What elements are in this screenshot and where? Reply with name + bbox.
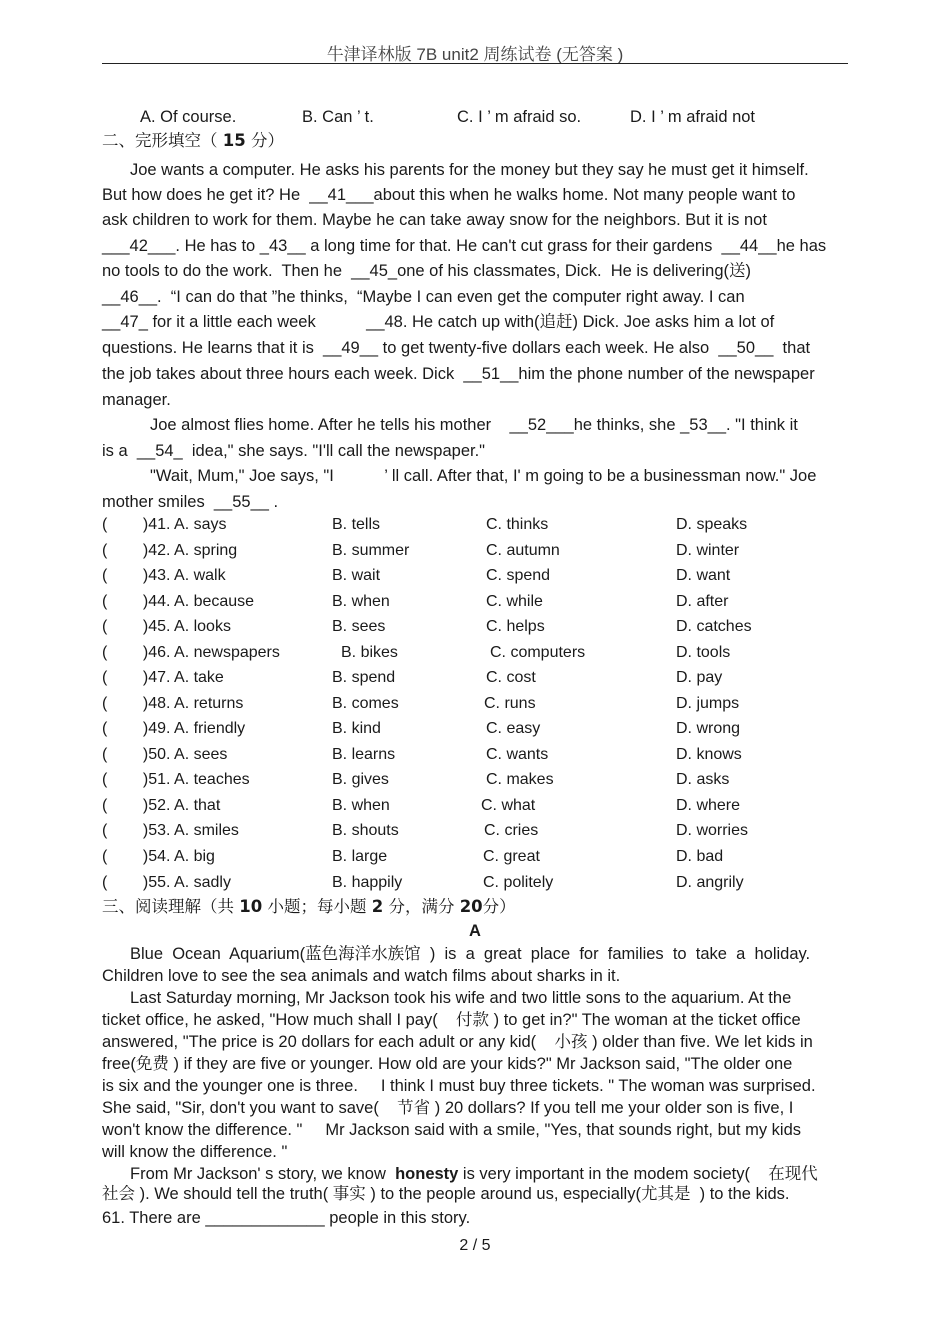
question-a: ( )49. A. friendly: [102, 720, 246, 737]
cloze-line: the job takes about three hours each week. Dick __51__him the phone number of the newspaper: [102, 365, 815, 383]
question-a: ( )45. A. looks: [102, 618, 231, 635]
cloze-line: is a __54_ idea," she says. "I'll call the newspaper.": [102, 442, 486, 460]
reading-line: Last Saturday morning, Mr Jackson took his wife and two little sons to the aquarium. At the: [130, 989, 792, 1007]
question-c: C. great: [483, 848, 540, 865]
question-d: D. asks: [676, 771, 730, 788]
option-d: D. I ’ m afraid not: [630, 108, 756, 126]
cloze-line: __47_ for it a little each week __48. He catch up with(追赶) Dick. Joe asks him a lot of: [102, 313, 775, 331]
question-c: C. politely: [483, 874, 554, 891]
section3-total: 20: [459, 897, 483, 916]
question-c: C. what: [481, 797, 536, 814]
question-d: D. pay: [676, 669, 723, 686]
question-a: ( )47. A. take: [102, 669, 224, 686]
reading-line: is six and the younger one is three. I think I must buy three tickets. " The woman was surprised.: [102, 1077, 816, 1095]
option-c: C. I ’ m afraid so.: [457, 108, 582, 126]
section3-count: 10: [239, 897, 263, 916]
section2-points: 15: [222, 131, 246, 150]
cloze-line: Joe wants a computer. He asks his parents for the money but they say he must get it himself.: [130, 161, 809, 179]
question-d: D. bad: [676, 848, 724, 865]
cloze-line: __46__. “I can do that ”he thinks, “Maybe I can even get the computer right away. I can: [102, 288, 745, 306]
question-c: C. spend: [486, 567, 551, 584]
question-b: B. shouts: [332, 822, 399, 839]
question-c: C. easy: [486, 720, 541, 737]
header-divider: [102, 63, 848, 64]
page-number: 2 / 5: [459, 1237, 491, 1254]
conclusion-pre: From Mr Jackson' s story, we know: [130, 1165, 396, 1183]
question-c: C. cost: [486, 669, 536, 686]
cloze-line: ask children to work for them. Maybe he can take away snow for the neighbors. But it is not: [102, 211, 767, 229]
conclusion-line: [130, 1163, 818, 1185]
section2-title: [102, 130, 284, 152]
question-b: B. learns: [332, 746, 396, 763]
question-d: D. worries: [676, 822, 749, 839]
question-b: B. wait: [332, 567, 381, 584]
question-a: ( )51. A. teaches: [102, 771, 250, 788]
question-a: ( )46. A. newspapers: [102, 644, 280, 661]
reading-line: Children love to see the sea animals and watch films about sharks in it.: [102, 967, 621, 985]
question-b: B. happily: [332, 874, 403, 891]
question-a: ( )52. A. that: [102, 797, 221, 814]
question-d: D. knows: [676, 746, 742, 763]
question-c: C. while: [486, 593, 543, 610]
question-d: D. where: [676, 797, 741, 814]
question-d: D. after: [676, 593, 729, 610]
cloze-line: But how does he get it? He __41___about this when he walks home. Not many people want to: [102, 186, 796, 204]
question-a: ( )53. A. smiles: [102, 822, 239, 839]
section3-prefix: 三、阅读理解（共: [102, 897, 234, 916]
conclusion-line-2: 社会 ). We should tell the truth( 事实 ) to the people around us, especially(尤其是 ) to the kids.: [102, 1185, 790, 1203]
cloze-line: manager.: [102, 391, 171, 409]
question-c: C. autumn: [486, 542, 560, 559]
question-a: ( )54. A. big: [102, 848, 215, 865]
question-61: 61. There are _____________ people in this story.: [102, 1209, 471, 1227]
question-b: B. sees: [332, 618, 386, 635]
page-header: 牛津译林版 7B unit2 周练试卷 (无答案 ): [326, 45, 624, 64]
question-c: C. runs: [484, 695, 536, 712]
cloze-line: "Wait, Mum," Joe says, "I ’ ll call. After that, I' m going to be a businessman now." Joe: [150, 467, 817, 485]
question-d: D. want: [676, 567, 731, 584]
question-c: C. cries: [484, 822, 539, 839]
question-b: B. tells: [332, 516, 381, 533]
reading-line: ticket office, he asked, "How much shall I pay( 付款 ) to get in?" The woman at the ticket office: [102, 1011, 801, 1029]
question-a: ( )48. A. returns: [102, 695, 244, 712]
cloze-line: mother smiles __55__ .: [102, 493, 279, 511]
question-b: B. when: [332, 797, 390, 814]
question-c: C. wants: [486, 746, 549, 763]
reading-line: Blue Ocean Aquarium(蓝色海洋水族馆 ) is a great place for families to take a holiday.: [130, 945, 811, 963]
question-d: D. catches: [676, 618, 752, 635]
section2-unit: 分）: [250, 131, 284, 150]
section3-each: 2: [371, 897, 384, 916]
reading-line: won't know the difference. " Mr Jackson said with a smile, "Yes, that sounds right, but my kids: [102, 1121, 802, 1139]
question-d: D. winter: [676, 542, 740, 559]
question-a: ( )44. A. because: [102, 593, 255, 610]
question-b: B. kind: [332, 720, 381, 737]
section3-suffix: 分）: [482, 897, 516, 916]
question-b: B. spend: [332, 669, 396, 686]
question-a: ( )43. A. walk: [102, 567, 226, 584]
section3-mid: 小题；每小题: [267, 897, 367, 916]
reading-line: free(免费 ) if they are five or younger. How old are your kids?" Mr Jackson said, "The older one: [102, 1055, 793, 1073]
question-b: B. large: [332, 848, 388, 865]
question-c: C. computers: [490, 644, 586, 661]
question-d: D. jumps: [676, 695, 740, 712]
question-b: B. bikes: [341, 644, 398, 661]
option-a: A. Of course.: [140, 108, 237, 126]
question-b: B. when: [332, 593, 390, 610]
question-d: D. speaks: [676, 516, 748, 533]
section3-title: [102, 896, 516, 918]
question-d: D. angrily: [676, 874, 744, 891]
question-c: C. thinks: [486, 516, 549, 533]
section2-title-text: 二、完形填空（: [102, 131, 218, 150]
reading-line: will know the difference. ": [102, 1143, 288, 1161]
cloze-line: ___42___. He has to _43__ a long time for that. He can't cut grass for their gardens __44__he has: [102, 237, 827, 255]
section3-mid2: 分，满分: [388, 897, 455, 916]
question-b: B. summer: [332, 542, 410, 559]
option-b: B. Can ’ t.: [302, 108, 374, 126]
question-d: D. tools: [676, 644, 731, 661]
reading-line: She said, "Sir, don't you want to save( 节省 ) 20 dollars? If you tell me your older son is five, I: [102, 1099, 794, 1117]
question-d: D. wrong: [676, 720, 741, 737]
question-a: ( )42. A. spring: [102, 542, 238, 559]
cloze-line: no tools to do the work. Then he __45_one of his classmates, Dick. He is delivering(送): [102, 262, 752, 280]
cloze-line: questions. He learns that it is __49__ to get twenty-five dollars each week. He also __50__ that: [102, 339, 811, 357]
question-a: ( )41. A. says: [102, 516, 227, 533]
passage-label: A: [469, 922, 481, 940]
question-a: ( )50. A. sees: [102, 746, 228, 763]
question-c: C. helps: [486, 618, 545, 635]
question-c: C. makes: [486, 771, 554, 788]
conclusion-post: is very important in the modem society( 在现代: [458, 1165, 818, 1183]
question-b: B. gives: [332, 771, 389, 788]
keyword-honesty: honesty: [395, 1165, 459, 1183]
cloze-line: Joe almost flies home. After he tells his mother __52___he thinks, she _53__. "I think it: [150, 416, 798, 434]
reading-line: answered, "The price is 20 dollars for each adult or any kid( 小孩 ) older than five. We let kids in: [102, 1033, 813, 1051]
question-a: ( )55. A. sadly: [102, 874, 231, 891]
question-b: B. comes: [332, 695, 399, 712]
